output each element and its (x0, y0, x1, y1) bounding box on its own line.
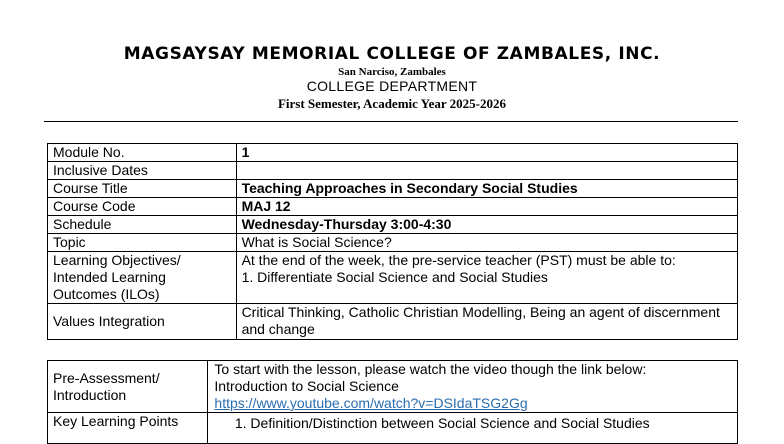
table-row (48, 144, 738, 162)
school-name: MAGSAYSAY MEMORIAL COLLEGE OF ZAMBALES, INC. (123, 44, 661, 64)
module-no-label: Module No. (48, 144, 237, 162)
video-link[interactable]: https://www.youtube.com/watch?v=DSIdaTSG2Gg (214, 395, 528, 411)
key-points-list (214, 415, 737, 432)
key-learning-points-value (208, 413, 738, 444)
values-integration-label: Values Integration (48, 304, 237, 340)
topic-label: Topic (48, 234, 237, 252)
course-code-value: MAJ 12 (236, 198, 737, 216)
pre-assessment-label (48, 361, 208, 413)
pre-assessment-value (208, 361, 738, 413)
table-row (48, 234, 738, 252)
course-title-label: Course Title (48, 180, 237, 198)
semester-info: First Semester, Academic Year 2025-2026 (277, 96, 507, 111)
label-line: Outcomes (ILOs) (53, 286, 160, 302)
label-line: Pre-Assessment/ (53, 369, 160, 386)
table-row (48, 252, 738, 304)
inclusive-dates-value (236, 162, 737, 180)
table-row (48, 180, 738, 198)
topic-value: What is Social Science? (236, 234, 737, 252)
header-divider (44, 121, 738, 122)
course-code-label: Course Code (48, 198, 237, 216)
table-row (48, 198, 738, 216)
table-row (48, 413, 738, 444)
course-info-table (47, 143, 738, 340)
video-title: Introduction to Social Science (214, 378, 399, 394)
schedule-label: Schedule (48, 216, 237, 234)
table-row (48, 304, 738, 340)
key-learning-points-label: Key Learning Points (48, 413, 208, 444)
label-line: Learning Objectives/ (53, 252, 181, 268)
table-row (48, 216, 738, 234)
module-no-value: 1 (236, 144, 737, 162)
school-location: San Narciso, Zambales (338, 66, 446, 78)
values-integration-value: Critical Thinking, Catholic Christian Modelling, Being an agent of discernment and change (236, 304, 737, 340)
inclusive-dates-label: Inclusive Dates (48, 162, 237, 180)
pre-assessment-instruction: To start with the lesson, please watch the video though the link below: (214, 361, 647, 377)
learning-objectives-value (236, 252, 737, 304)
lesson-table (47, 360, 738, 444)
department-name: COLLEGE DEPARTMENT (306, 78, 478, 94)
label-line: Intended Learning (53, 269, 166, 285)
objective-item: 1. Differentiate Social Science and Social Studies (241, 269, 548, 285)
label-line: Introduction (53, 386, 127, 403)
learning-objectives-label (48, 252, 237, 304)
list-item: 1. Definition/Distinction between Social Science and Social Studies (250, 415, 737, 432)
table-row (48, 162, 738, 180)
schedule-value: Wednesday-Thursday 3:00-4:30 (236, 216, 737, 234)
table-row (48, 361, 738, 413)
objective-intro: At the end of the week, the pre-service teacher (PST) must be able to: (241, 252, 676, 268)
course-title-value: Teaching Approaches in Secondary Social Studies (236, 180, 737, 198)
